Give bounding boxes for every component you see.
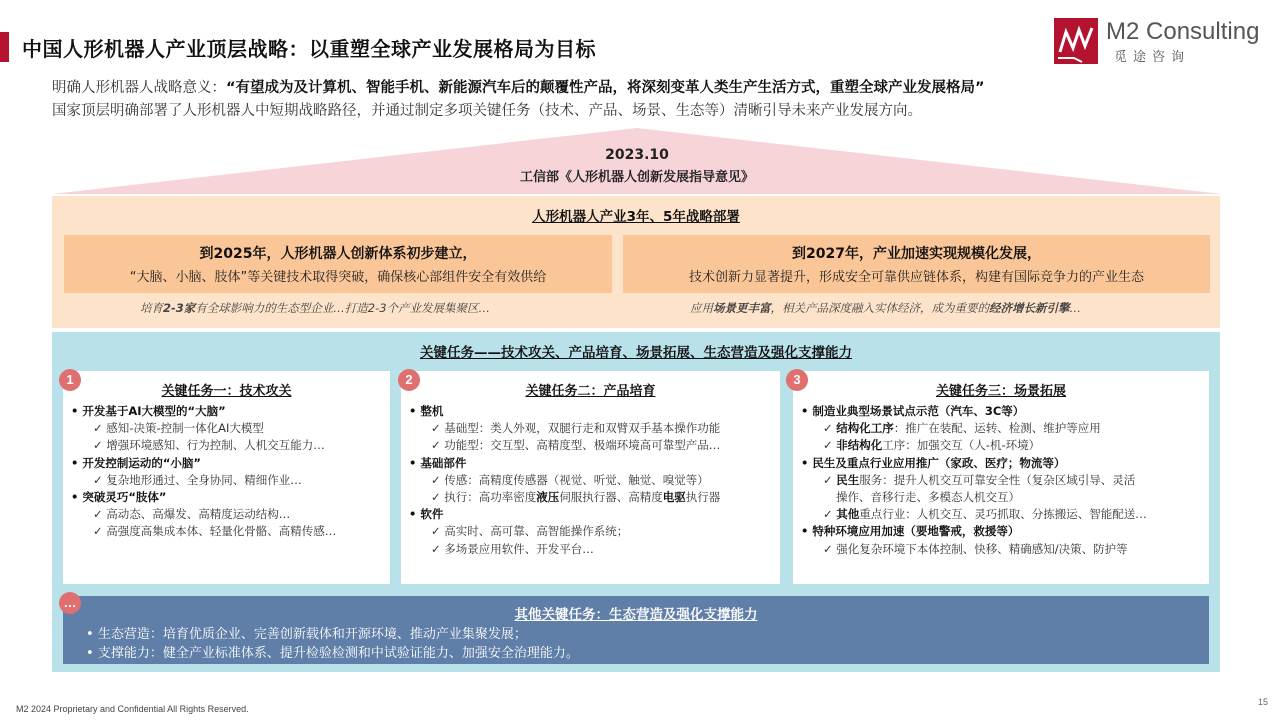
roof-document: 工信部《人形机器人创新发展指导意见》 (519, 170, 754, 185)
logo-wordmark: M2 Consulting (1106, 18, 1260, 45)
task-card-product (401, 371, 780, 584)
title-accent-bar (0, 32, 9, 62)
roof-date: 2023.10 (605, 147, 669, 163)
goal-2027-text: 技术创新力显著提升，形成安全可靠供应链体系，构建有国际竞争力的产业生态 (688, 270, 1144, 285)
text-segment: 重点行业：人机交互、灵巧抓取、分拣搬运、智能配送… (859, 507, 1147, 522)
goal-2027-note (690, 300, 1081, 316)
list-item: ✓ 高强度高集成本体、轻量化骨骼、高精传感… (71, 523, 384, 540)
list-item: ✓ 高动态、高爆发、高精度运动结构… (71, 506, 384, 523)
text-segment: 执行：高功率密度 (444, 490, 537, 505)
list-item: • 基础部件 (409, 455, 774, 472)
list-item: ✓ 复杂地形通过、全身协同、精细作业… (71, 472, 384, 489)
note-right-d: 经济增长新引擎 (989, 301, 1070, 315)
note-right-c: ，相关产品深度融入实体经济，成为重要的 (770, 301, 989, 315)
other-tasks-title: 其他关键任务：生态营造及强化支撑能力 (514, 607, 758, 623)
task-number-badge: 2 (398, 369, 420, 391)
page-title: 中国人形机器人产业顶层战略：以重塑全球产业发展格局为目标 (22, 37, 596, 61)
task-card-body (409, 403, 774, 558)
task-card-scenario (793, 371, 1209, 584)
task-card-body (71, 403, 384, 541)
other-task-item: • 支撑能力：健全产业标准体系、提升检验检测和中试验证能力、加强安全治理能力。 (86, 642, 579, 661)
goal-2027-heading: 到2027年，产业加速实现规模化发展， (792, 246, 1041, 262)
goal-2025-note (140, 300, 490, 316)
goal-2025-text: “大脑、小脑、肢体”等关键技术取得突破，确保核心部组件安全有效供给 (129, 270, 547, 285)
text-segment: ：推广在装配、运转、检测、维护等应用 (893, 421, 1101, 436)
list-item: ✓ 感知-决策-控制一体化AI大模型 (71, 420, 384, 437)
key-tasks-title: 关键任务——技术攻关、产品培育、场景拓展、生态营造及强化支撑能力 (420, 345, 852, 361)
text-highlight: 民生 (836, 472, 860, 487)
list-item: • 软件 (409, 506, 774, 523)
task-card-tech (63, 371, 390, 584)
list-item (801, 420, 1203, 437)
goal-2025-box (64, 235, 612, 293)
strategy-title: 人形机器人产业3年、5年战略部署 (532, 209, 740, 225)
list-item: ✓ 增强环境感知、行为控制、人机交互能力… (71, 437, 384, 454)
list-item: • 制造业典型场景试点示范（汽车、3C等） (801, 403, 1203, 420)
text-segment: 工序：加强交互（人-机-环境） (882, 438, 1041, 453)
list-item: ✓ 强化复杂环境下本体控制、快移、精确感知/决策、防护等 (801, 541, 1203, 558)
task-card-title: 关键任务二：产品培育 (525, 384, 656, 399)
task-card-title: 关键任务一：技术攻关 (161, 384, 292, 399)
list-item (801, 437, 1203, 454)
list-item: • 特种环境应用加速（要地警戒，救援等） (801, 523, 1203, 540)
list-item (801, 506, 1203, 523)
text-highlight: 液压 (536, 490, 560, 505)
list-item: • 突破灵巧“肢体” (71, 489, 384, 506)
list-item: ✓ 高实时、高可靠、高智能操作系统； (409, 523, 774, 540)
note-left-b: 2-3家 (163, 301, 196, 315)
logo-chinese-name: 觅途咨询 (1114, 50, 1191, 65)
list-item: • 整机 (409, 403, 774, 420)
task-number-badge: 3 (786, 369, 808, 391)
list-item: • 开发基于AI大模型的“大脑” (71, 403, 384, 420)
task-card-title: 关键任务三：场景拓展 (935, 384, 1066, 399)
note-left-c: 有全球影响力的生态型企业…打造2-3个产业发展集聚区… (195, 301, 491, 315)
task-number-badge: 1 (59, 369, 81, 391)
list-item: ✓ 多场景应用软件、开发平台… (409, 541, 774, 558)
task-card-body (801, 403, 1203, 558)
text-segment: 伺服执行器、高精度 (559, 490, 663, 505)
text-segment: 服务：提升人机交互可靠安全性（复杂区域引导、灵活 (859, 472, 1136, 487)
text-highlight: 非结构化 (836, 438, 883, 453)
note-right-b: 场景更丰富 (713, 301, 771, 315)
m2-logo-icon (1054, 18, 1098, 64)
intro-line-2: 国家顶层明确部署了人形机器人中短期战略路径，并通过制定多项关键任务（技术、产品、场景、生态等）清晰引导未来产业发展方向。 (52, 103, 922, 119)
list-item (801, 472, 1203, 489)
list-item: ✓ 传感：高精度传感器（视觉、听觉、触觉、嗅觉等） (409, 472, 774, 489)
list-item: ✓ 功能型：交互型、高精度型、极端环境高可靠型产品… (409, 437, 774, 454)
text-highlight: 结构化工序 (836, 421, 894, 436)
list-item: • 开发控制运动的“小脑” (71, 455, 384, 472)
note-right-e: … (1069, 301, 1081, 315)
note-right-a: 应用 (690, 301, 713, 315)
page-number: 15 (1258, 697, 1269, 707)
intro-quote: “有望成为及计算机、智能手机、新能源汽车后的颠覆性产品，将深刻变革人类生产生活方式，重塑全球产业发展格局” (226, 80, 985, 96)
text-segment: 执行器 (685, 490, 721, 505)
list-item: ✓ 基础型：类人外观，双腿行走和双臂双手基本操作功能 (409, 420, 774, 437)
intro-prefix: 明确人形机器人战略意义： (52, 80, 226, 96)
intro-line-1 (52, 76, 985, 97)
text-highlight: 电驱 (662, 490, 686, 505)
goal-2025-heading: 到2025年，人形机器人创新体系初步建立， (199, 246, 477, 262)
list-item-continuation: 操作、音移行走、多模态人机交互） (836, 490, 1020, 505)
list-item (409, 489, 774, 506)
goal-2027-box (623, 235, 1210, 293)
other-task-item: • 生态营造：培育优质企业、完善创新载体和开源环境、推动产业集聚发展； (86, 623, 527, 642)
ellipsis-badge: … (59, 592, 81, 614)
note-left-a: 培育 (140, 301, 163, 315)
list-item: • 民生及重点行业应用推广（家政、医疗；物流等） (801, 455, 1203, 472)
company-logo (1054, 16, 1264, 66)
footer-copyright: M2 2024 Proprietary and Confidential All Rights Reserved. (16, 704, 249, 714)
text-highlight: 其他 (836, 507, 860, 522)
